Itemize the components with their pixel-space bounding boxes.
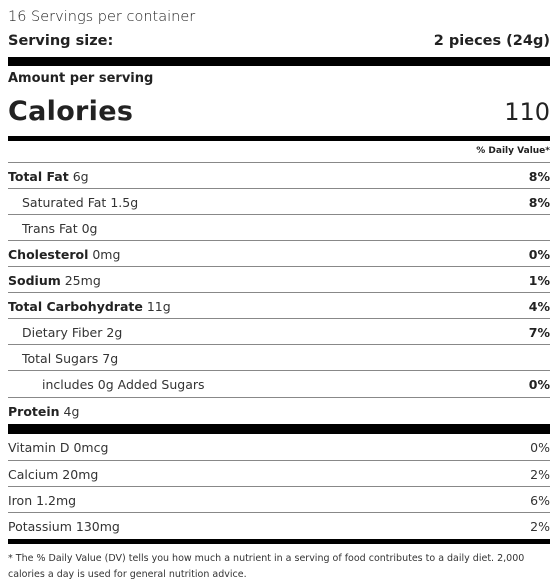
nutrient-dv: 1% <box>528 272 550 288</box>
nutrient-dv: 8% <box>528 194 550 210</box>
serving-size-value: 2 pieces (24g) <box>433 33 550 49</box>
nutrient-name: Iron <box>8 492 33 508</box>
nutrient-name: Protein <box>8 403 60 419</box>
nutrient-name: Calcium <box>8 466 59 482</box>
vitamin-row-potassium <box>8 512 550 539</box>
nutrient-dv: 2% <box>530 466 550 482</box>
nutrient-name: Total Sugars <box>22 350 99 366</box>
thick-divider <box>8 424 550 434</box>
nutrient-dv: 0% <box>530 439 550 455</box>
nutrient-amount: 0g <box>81 220 98 236</box>
calories-value: 110 <box>504 98 550 126</box>
nutrient-name: Sodium <box>8 272 61 288</box>
nutrient-row-sodium <box>8 266 550 293</box>
nutrient-dv: 0% <box>528 376 550 392</box>
nutrient-dv: 4% <box>528 298 550 314</box>
nutrient-name: Total Fat <box>8 168 69 184</box>
nutrient-dv: 6% <box>530 492 550 508</box>
calories-row <box>8 96 550 127</box>
calories-label: Calories <box>8 96 134 127</box>
nutrient-row-dietary-fiber <box>8 318 550 345</box>
nutrient-row-protein <box>8 397 550 424</box>
nutrient-name: Dietary Fiber <box>22 324 103 340</box>
nutrient-row-total-fat <box>8 162 550 189</box>
servings-per-container: 16 Servings per container <box>8 9 196 25</box>
nutrient-amount: 4g <box>63 403 80 419</box>
nutrient-amount: 1.5g <box>110 194 139 210</box>
medium-divider <box>8 136 550 141</box>
vitamin-row-vitamin-d <box>8 434 550 460</box>
nutrient-dv: 2% <box>530 518 550 534</box>
nutrient-amount: 2g <box>106 324 123 340</box>
nutrient-dv: 0% <box>528 246 550 262</box>
nutrient-name: Saturated Fat <box>22 194 107 210</box>
nutrient-name: Vitamin D <box>8 439 70 455</box>
nutrient-amount: 11g <box>146 298 171 314</box>
nutrient-row-total-carbohydrate <box>8 292 550 319</box>
nutrient-amount: 0mcg <box>73 439 109 455</box>
medium-divider <box>8 539 550 544</box>
nutrient-name: includes 0g Added Sugars <box>42 376 205 392</box>
amount-per-serving: Amount per serving <box>8 71 154 86</box>
nutrient-amount: 25mg <box>64 272 101 288</box>
nutrient-amount: 1.2mg <box>36 492 77 508</box>
nutrient-amount: 0mg <box>92 246 121 262</box>
nutrient-amount: 130mg <box>75 518 120 534</box>
nutrient-name: Trans Fat <box>22 220 78 236</box>
nutrient-row-cholesterol <box>8 240 550 267</box>
nutrient-dv: 8% <box>528 168 550 184</box>
footnote: * The % Daily Value (DV) tells you how much a nutrient in a serving of food contributes to a daily diet. 2,000 calories a day is used for general nutrition advice. <box>8 553 525 580</box>
nutrient-row-total-sugars <box>8 344 550 371</box>
nutrient-row-saturated-fat <box>8 188 550 215</box>
nutrient-row-added-sugars <box>8 370 550 397</box>
nutrient-name: Cholesterol <box>8 246 89 262</box>
nutrient-amount: 6g <box>72 168 89 184</box>
serving-size-label: Serving size: <box>8 33 114 49</box>
nutrient-amount: 20mg <box>62 466 99 482</box>
vitamin-row-calcium <box>8 460 550 487</box>
daily-value-header: % Daily Value* <box>476 146 550 156</box>
nutrient-amount: 7g <box>102 350 119 366</box>
vitamin-row-iron <box>8 486 550 513</box>
nutrient-name: Total Carbohydrate <box>8 298 143 314</box>
serving-size-row <box>8 33 550 49</box>
nutrient-name: Potassium <box>8 518 72 534</box>
thick-divider <box>8 57 550 66</box>
nutrient-dv: 7% <box>528 324 550 340</box>
nutrient-row-trans-fat <box>8 214 550 241</box>
